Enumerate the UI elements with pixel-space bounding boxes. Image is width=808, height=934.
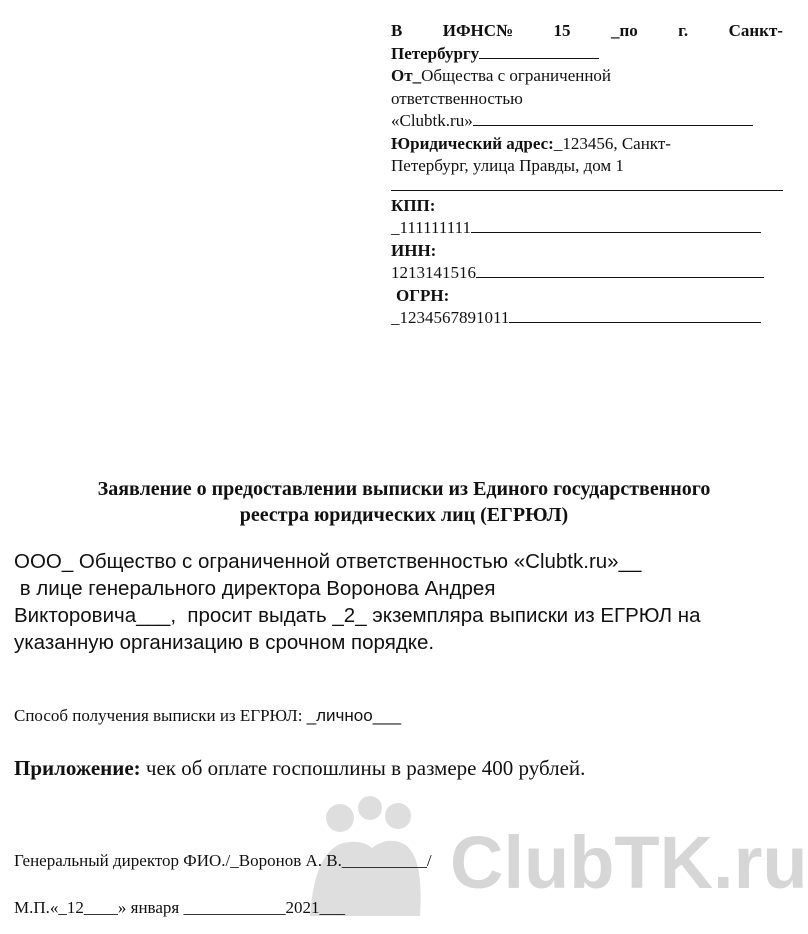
attachment-line: Приложение: чек об оплате госпошлины в размере 400 рублей.	[14, 756, 586, 780]
ogrn-line: _1234567891011	[391, 307, 783, 330]
request-body: ООО_ Общество с ограниченной ответственностью «Clubtk.ru»__ в лице генерального директора Воронова Андрея Викторовича___, просит выдать _2_ экземпляра выписки из ЕГРЮЛ на указанную организацию в срочном порядке.	[14, 550, 701, 654]
ogrn-label: ОГРН:	[396, 285, 450, 305]
receipt-method: Способ получения выписки из ЕГРЮЛ: _личноо___	[14, 706, 402, 725]
addressee-city-line: Петербургу	[391, 43, 783, 66]
addressee-to-line: В ИФНС№ 15 _по г. Санкт-	[391, 21, 783, 40]
inn-line: 1213141516	[391, 262, 783, 285]
stamp-date-line: М.П.«_12____» января ____________2021___	[14, 898, 345, 917]
legal-address-line-2: Петербург, улица Правды, дом 1	[391, 156, 624, 175]
kpp-label: КПП:	[391, 195, 436, 215]
address-rule	[391, 178, 783, 191]
signature-line: Генеральный директор ФИО./_Воронов А. В.__________/	[14, 851, 432, 870]
from-name-line-2: ответственностью	[391, 88, 523, 108]
kpp-line: _111111111	[391, 217, 783, 240]
from-line: От_Общества с ограниченной	[391, 66, 612, 85]
watermark-text: ClubTK.ru	[450, 821, 808, 904]
document-title: Заявление о предоставлении выписки из Единого государственного реестра юридических лиц (ЕГРЮЛ)	[97, 478, 711, 526]
from-name-line-3: «Clubtk.ru»	[391, 110, 783, 133]
addressee-block	[391, 20, 783, 330]
legal-address-line: Юридический адрес:_123456, Санкт-	[391, 133, 671, 153]
inn-label: ИНН:	[391, 240, 437, 260]
